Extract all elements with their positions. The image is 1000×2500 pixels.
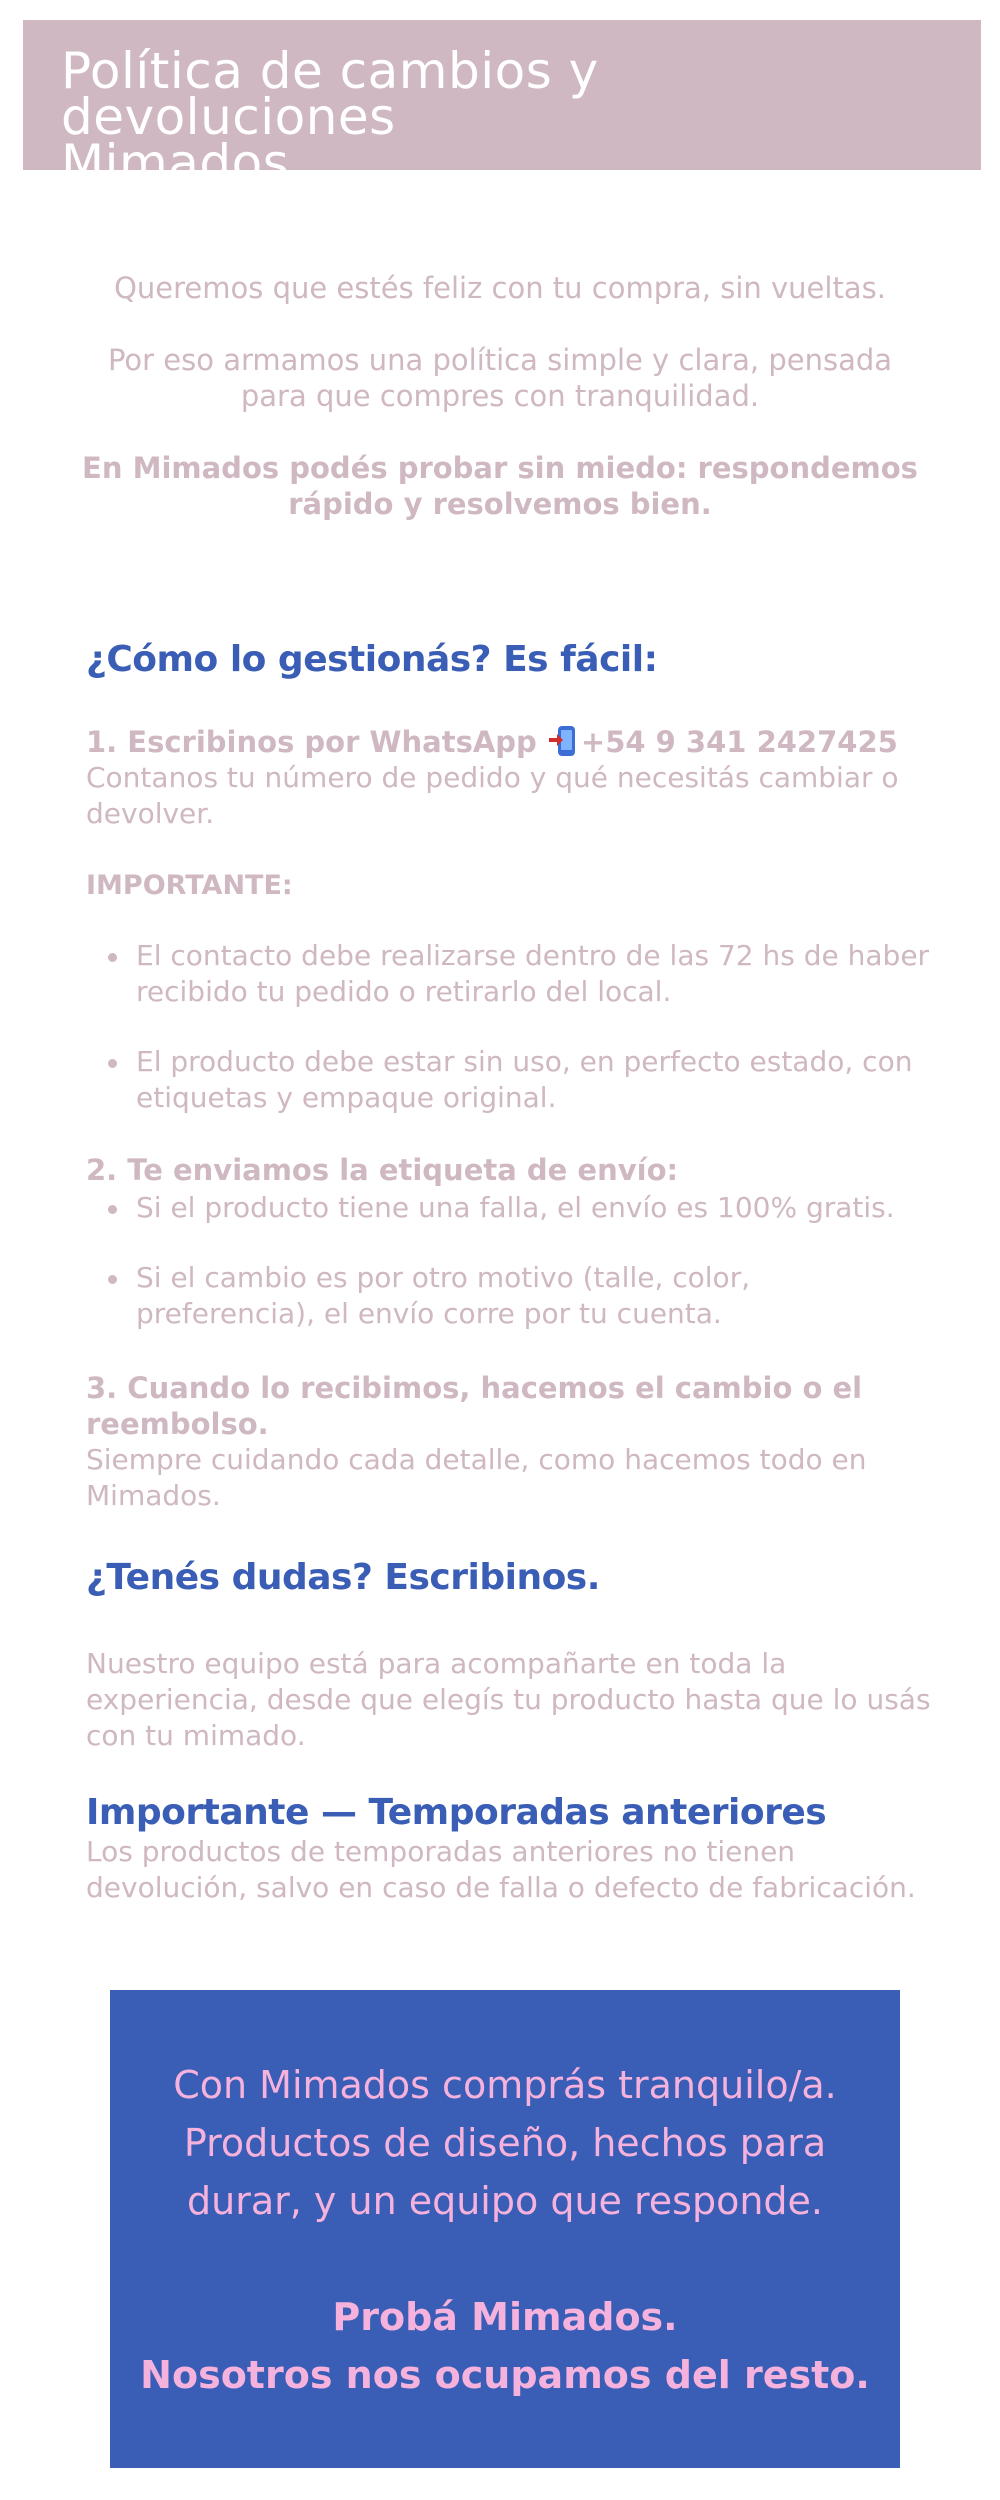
list-item-text: Si el producto tiene una falla, el envío es 100% gratis. — [136, 1191, 895, 1224]
bullet-dot — [108, 1059, 117, 1068]
step3 — [86, 1370, 936, 1514]
step1 — [86, 724, 936, 832]
seasons-heading: Importante — Temporadas anteriores — [86, 1792, 827, 1833]
step1-title-text: 1. Escribinos por WhatsApp — [86, 725, 537, 759]
step3-text: Siempre cuidando cada detalle, como hacemos todo en Mimados. — [86, 1443, 867, 1512]
list-item — [86, 1044, 936, 1116]
page-title-line2: Mimados — [61, 134, 290, 192]
bullet-dot — [108, 1205, 117, 1214]
list-item — [86, 1260, 936, 1332]
important-list — [86, 938, 936, 1116]
intro-line3-text: En Mimados podés probar sin miedo: respondemos rápido y resolvemos bien. — [82, 451, 918, 521]
intro-line3 — [80, 450, 920, 522]
important-label: IMPORTANTE: — [86, 870, 293, 901]
bullet-dot — [108, 1275, 117, 1284]
cta-line1: Con Mimados comprás tranquilo/a. — [173, 2063, 837, 2107]
doubts-text — [86, 1646, 936, 1754]
intro-line2-text: Por eso armamos una política simple y clara, pensada para que compres con tranquilidad. — [107, 343, 893, 413]
cta-bold1: Probá Mimados. — [332, 2295, 678, 2339]
page-header — [23, 20, 981, 192]
mobile-phone-arrow-icon — [549, 726, 579, 756]
cta-bold2: Nosotros nos ocupamos del resto. — [140, 2353, 870, 2397]
intro-line2 — [80, 342, 920, 414]
whatsapp-phone-number: +54 9 341 2427425 — [580, 725, 898, 759]
step2 — [86, 1152, 936, 1188]
list-item — [86, 938, 936, 1010]
step1-title — [86, 724, 936, 760]
seasons-text-body: Los productos de temporadas anteriores no tienen devolución, salvo en caso de falla o defecto de fabricación. — [86, 1835, 916, 1904]
bullet-dot — [108, 953, 117, 962]
step1-text: Contanos tu número de pedido y qué necesitás cambiar o devolver. — [86, 761, 899, 830]
seasons-text — [86, 1834, 936, 1906]
doubts-text-body: Nuestro equipo está para acompañarte en toda la experiencia, desde que elegís tu producto hasta que lo usás con tu mimado. — [86, 1647, 931, 1752]
list-item-text: Si el cambio es por otro motivo (talle, color, preferencia), el envío corre por tu cuenta. — [136, 1261, 751, 1330]
doubts-section — [86, 1556, 936, 1600]
cta-line2: Productos de diseño, hechos para — [183, 2121, 827, 2165]
step2-list — [86, 1190, 936, 1332]
intro-line1 — [80, 270, 920, 306]
cta-line3: durar, y un equipo que responde. — [187, 2179, 823, 2223]
list-item-text: El contacto debe realizarse dentro de las 72 hs de haber recibido tu pedido o retirarlo del local. — [136, 939, 930, 1008]
intro-line1-text: Queremos que estés feliz con tu compra, sin vueltas. — [114, 271, 886, 305]
doubts-heading: ¿Tenés dudas? Escribinos. — [86, 1557, 600, 1598]
page-title — [61, 42, 941, 192]
step3-title: 3. Cuando lo recibimos, hacemos el cambio o el reembolso. — [86, 1371, 863, 1441]
seasons-section — [86, 1792, 936, 1834]
how-heading: ¿Cómo lo gestionás? Es fácil: — [86, 639, 658, 680]
page-title-line1: Política de cambios y devoluciones — [61, 42, 599, 146]
list-item — [86, 1190, 936, 1226]
list-item-text: El producto debe estar sin uso, en perfecto estado, con etiquetas y empaque original. — [136, 1045, 913, 1114]
cta-box — [110, 1990, 900, 2468]
step2-title: 2. Te enviamos la etiqueta de envío: — [86, 1153, 679, 1187]
how-section — [86, 638, 936, 682]
